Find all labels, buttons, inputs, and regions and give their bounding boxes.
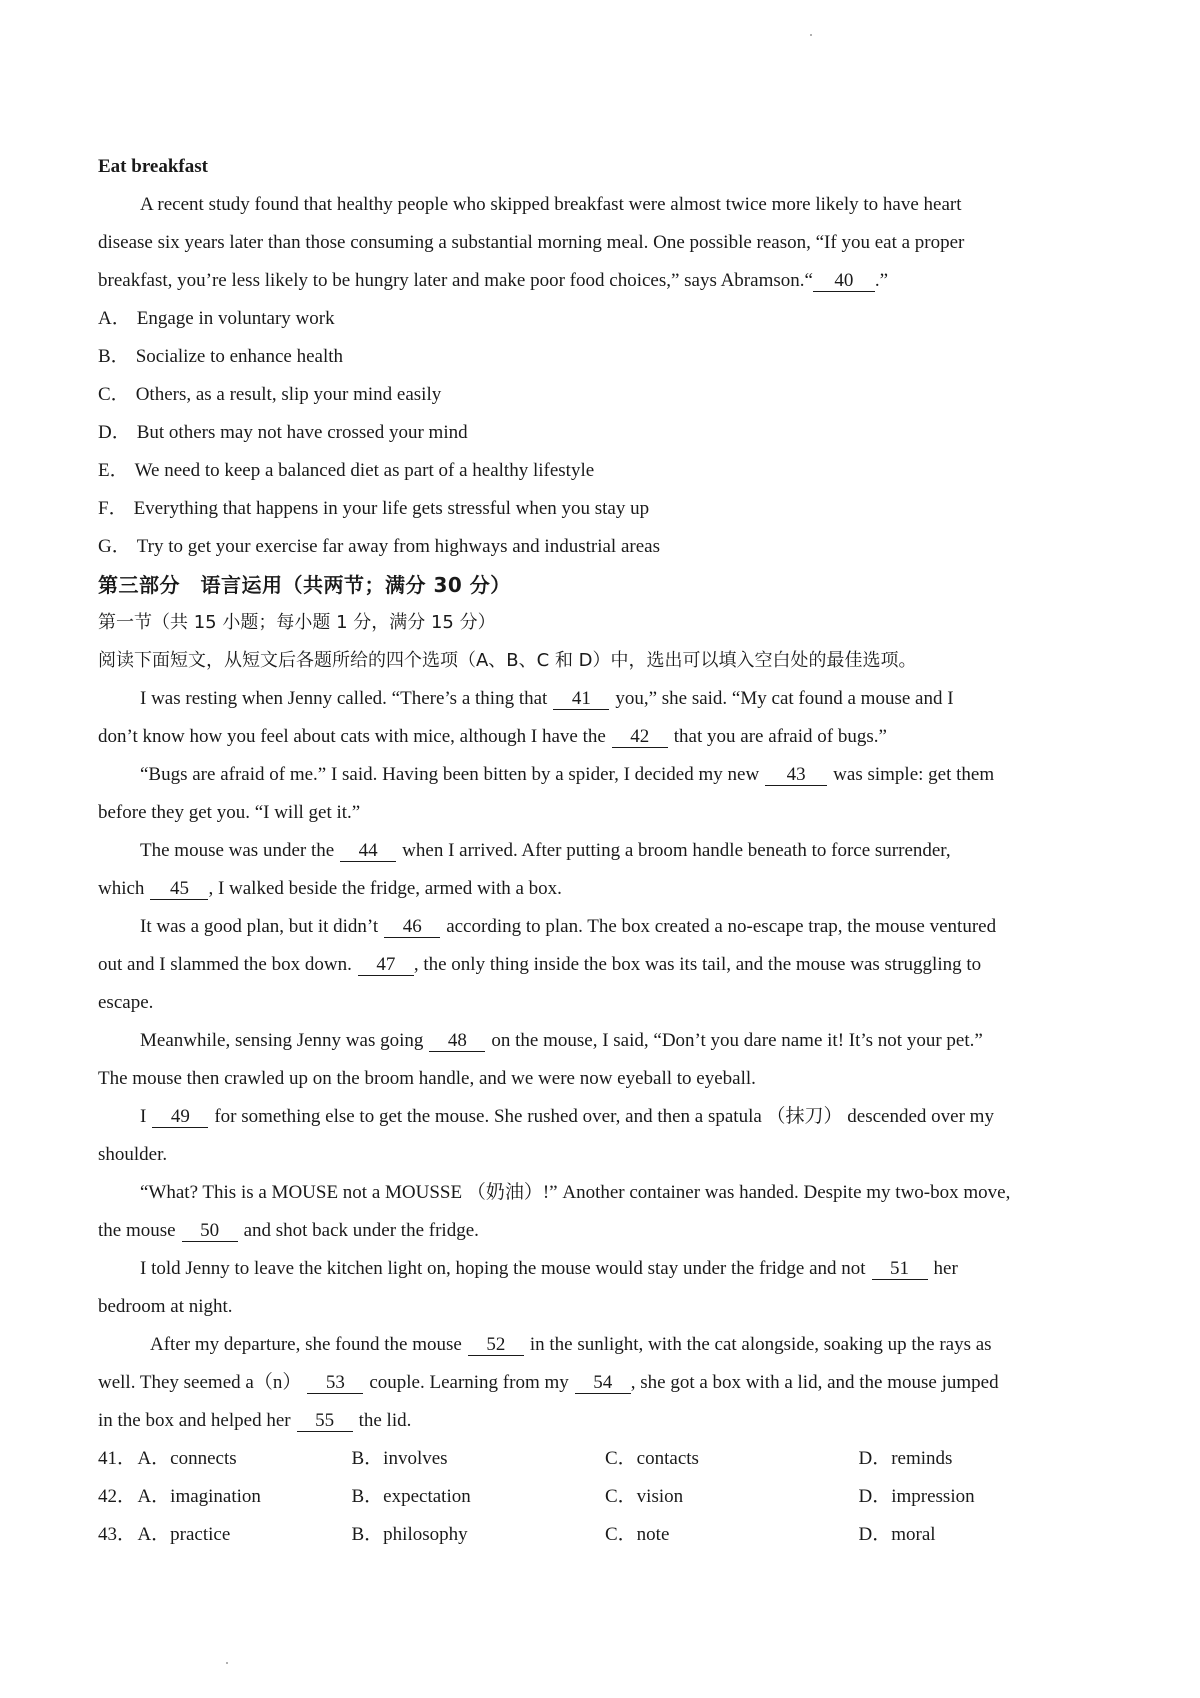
passage-line: escape.: [98, 992, 154, 1013]
option-c: C． Others, as a result, slip your mind easily: [98, 384, 442, 405]
subsection-heading: 第一节（共 15 小题；每小题 1 分，满分 15 分）: [98, 612, 496, 633]
intro-text: breakfast, you’re less likely to be hungry later and make poor food choices,” says Abramson.“: [98, 270, 813, 291]
document-page: [98, 148, 1112, 1554]
passage-line: “What? This is a MOUSE not a MOUSSE （奶油）!” Another container was handed. Despite my two-box move,: [140, 1182, 1011, 1203]
passage-line: bedroom at night.: [98, 1296, 233, 1317]
intro-line-1: A recent study found that healthy people who skipped breakfast were almost twice more likely to have heart: [140, 194, 962, 215]
option-b: B． Socialize to enhance health: [98, 346, 344, 367]
section-heading: 第三部分 语言运用（共两节；满分 30 分）: [98, 573, 511, 597]
passage-line: before they get you. “I will get it.”: [98, 802, 361, 823]
blank-51: 51: [872, 1259, 928, 1280]
option-a: A． Engage in voluntary work: [98, 308, 335, 329]
question-43: 43． A．practice B．philosophy C．note D．moral: [98, 1524, 936, 1545]
blank-41: 41: [553, 689, 609, 710]
blank-52: 52: [468, 1335, 524, 1356]
passage-line: out and I slammed the box down. 47 , the only thing inside the box was its tail, and the mouse was struggling to: [98, 954, 982, 975]
blank-49: 49: [152, 1107, 208, 1128]
scan-dot-bottom: [226, 1662, 228, 1664]
instruction: 阅读下面短文，从短文后各题所给的四个选项（A、B、C 和 D）中，选出可以填入空白处的最佳选项。: [98, 650, 917, 671]
passage-line: I told Jenny to leave the kitchen light on, hoping the mouse would stay under the fridge and not 51 her: [140, 1258, 958, 1279]
passage-line: in the box and helped her 55 the lid.: [98, 1410, 412, 1431]
passage-line: The mouse then crawled up on the broom handle, and we were now eyeball to eyeball.: [98, 1068, 756, 1089]
passage-line: well. They seemed a（n） 53 couple. Learning from my 54 , she got a box with a lid, and the mouse jumped: [98, 1372, 999, 1393]
passage-line: The mouse was under the 44 when I arrived. After putting a broom handle beneath to force surrender,: [140, 840, 951, 861]
intro-line-2: disease six years later than those consuming a substantial morning meal. One possible reason, “If you eat a proper: [98, 232, 965, 253]
blank-45: 45: [150, 879, 208, 900]
passage-line: which 45 , I walked beside the fridge, armed with a box.: [98, 878, 562, 899]
question-41: 41． A．connects B．involves C．contacts D．reminds: [98, 1448, 953, 1469]
passage-line: It was a good plan, but it didn’t 46 according to plan. The box created a no-escape trap, the mouse ventured: [140, 916, 997, 937]
option-f: F． Everything that happens in your life gets stressful when you stay up: [98, 498, 650, 519]
blank-48: 48: [429, 1031, 485, 1052]
blank-53: 53: [307, 1373, 363, 1394]
intro-text-end: .”: [874, 270, 889, 291]
blank-42: 42: [612, 727, 668, 748]
blank-43: 43: [765, 765, 827, 786]
blank-47: 47: [358, 955, 414, 976]
blank-54: 54: [575, 1373, 631, 1394]
blank-50: 50: [182, 1221, 238, 1242]
question-42: 42． A．imagination B．expectation C．vision D．impression: [98, 1486, 975, 1507]
passage-line: I was resting when Jenny called. “There’s a thing that 41 you,” she said. “My cat found a mouse and I: [140, 688, 954, 709]
passage-line: the mouse 50 and shot back under the fridge.: [98, 1220, 479, 1241]
passage-line: Meanwhile, sensing Jenny was going 48 on the mouse, I said, “Don’t you dare name it! It’s not your pet.”: [140, 1030, 983, 1051]
blank-40: 40: [813, 271, 875, 292]
passage-line: I 49 for something else to get the mouse. She rushed over, and then a spatula （抹刀） descended over my: [140, 1106, 994, 1127]
option-d: D． But others may not have crossed your mind: [98, 422, 468, 443]
option-g: G． Try to get your exercise far away from highways and industrial areas: [98, 536, 660, 557]
blank-46: 46: [384, 917, 440, 938]
passage-line: don’t know how you feel about cats with mice, although I have the 42 that you are afraid of bugs.”: [98, 726, 887, 747]
option-e: E． We need to keep a balanced diet as part of a healthy lifestyle: [98, 460, 595, 481]
passage-line: shoulder.: [98, 1144, 168, 1165]
blank-55: 55: [297, 1411, 353, 1432]
passage-title: Eat breakfast: [98, 156, 208, 177]
blank-44: 44: [340, 841, 396, 862]
passage-line: “Bugs are afraid of me.” I said. Having been bitten by a spider, I decided my new 43 was simple: get them: [140, 764, 995, 785]
passage-line: After my departure, she found the mouse 52 in the sunlight, with the cat alongside, soaking up the rays as: [150, 1334, 992, 1355]
scan-dot-top: [810, 34, 812, 36]
intro-line-3: [98, 262, 1112, 300]
